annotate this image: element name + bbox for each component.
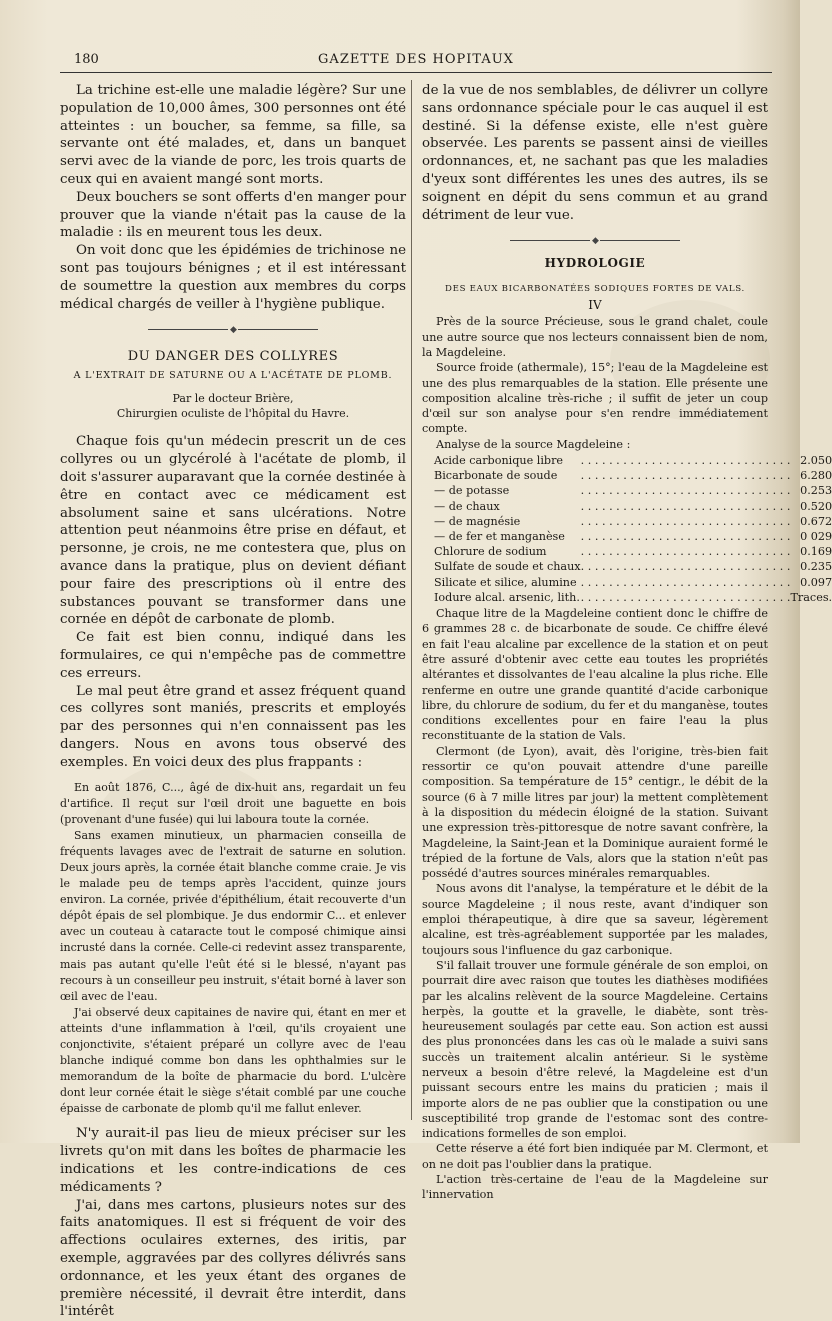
right-column: [422, 82, 832, 1203]
analysis-label: Bicarbonate de soude: [434, 469, 558, 483]
analysis-value: 0.097: [800, 575, 832, 589]
article-subtitle: A L'EXTRAIT DE SATURNE OU A L'ACÉTATE DE PLOMB.: [73, 370, 393, 382]
paragraph: N'y aurait-il pas lieu de mieux préciser sur les livrets qu'on mit dans les boîtes de pharmacie les indications et les contre-indications de ces médicaments ?: [60, 1126, 406, 1195]
analysis-value: 0 029: [800, 530, 832, 544]
dot-leader: [581, 559, 791, 574]
dot-leader: [581, 468, 791, 483]
case-report: J'ai observé deux capitaines de navire qui, étant en mer et atteints d'une inflammation à l'œil, qu'ils croyaient une conjonctivite, s'étaient préparé un collyre avec de l'eau blanche indiqué comme bon dans les ophthalmies sur le memorandum de la boîte de pharmacie du bord. L'ulcère dont leur cornée était le siège s'était comblé par une couche épaisse de carbonate de plomb qu'il me fallut enlever.: [60, 1005, 406, 1116]
analysis-row: [434, 529, 832, 544]
analysis-row: [434, 453, 832, 468]
paragraph: Chaque litre de la Magdeleine contient donc le chiffre de 6 grammes 28 c. de bicarbonate de soude. Ce chiffre élevé en fait l'eau alcaline par excellence de la station et on peut être assuré d'obtenir avec cette eau toutes les propriétés altérantes et dissolvantes de l'eau alcaline la plus riche. Elle renferme en outre une grande quantité d'acide carbonique libre, du chlorure de sodium, du fer et du manganèse, toutes conditions excellentes pour en faire l'eau la plus reconstituante de la station de Vals.: [422, 607, 768, 743]
analysis-value: 6.280: [800, 469, 832, 483]
section-separator: ◆: [60, 325, 406, 335]
paragraph: de la vue de nos semblables, de délivrer un collyre sans ordonnance spéciale pour le cas auquel il est destiné. Si la défense existe, elle n'est guère observée. Les parents se passent ainsi de vieilles ordonnances, et, ne sachant pas que les maladies d'yeux sont différentes les unes des autres, ils se soignent en dépit du sens commun et au grand détriment de leur vue.: [422, 83, 768, 223]
header-rule: [60, 72, 772, 73]
dot-leader: [581, 483, 791, 498]
analysis-label: Sulfate de soude et chaux: [434, 560, 581, 574]
dot-leader: [581, 453, 791, 468]
article-title: DU DANGER DES COLLYRES: [127, 349, 339, 365]
paragraph: Cette réserve a été fort bien indiquée par M. Clermont, et on ne doit pas l'oublier dans la pratique.: [422, 1142, 768, 1171]
paragraph: Nous avons dit l'analyse, la température et le débit de la source Magdeleine ; il nous reste, avant d'indiquer son emploi thérapeutique, à dire que sa saveur, légèrement alcaline, est très-agréablement supportée par les malades, toujours sous l'influence du gaz carbonique.: [422, 882, 768, 957]
analysis-value: 2.050: [800, 454, 832, 468]
case-report: En août 1876, C..., âgé de dix-huit ans, regardait un feu d'artifice. Il reçut sur l'œil droit une baguette en bois (provenant d'une fusée) qui lui laboura toute la cornée.: [60, 780, 406, 826]
analysis-value: Traces.: [790, 590, 832, 604]
analysis-label: Acide carbonique libre: [434, 454, 564, 468]
left-column: [60, 82, 406, 1321]
analysis-title: Analyse de la source Magdeleine :: [436, 437, 631, 451]
analysis-label: — de potasse: [434, 484, 510, 498]
paragraph: Le mal peut être grand et assez fréquent quand ces collyres sont maniés, prescrits et employés par des personnes qui n'en connaissent pas les dangers. Nous en avons tous observé des exemples. En voici deux des plus frappants :: [60, 683, 406, 770]
paragraph: J'ai, dans mes cartons, plusieurs notes sur des faits anatomiques. Il est si fréquent de voir des affections oculaires externes, des iritis, par exemple, aggravées par des collyres délivrés sans ordonnance, et les yeux étant des organes de première nécessité, il devrait être interdit, dans l'intérêt: [60, 1197, 406, 1320]
analysis-label: — de chaux: [434, 499, 500, 513]
analysis-row: [434, 590, 832, 605]
paragraph: Clermont (de Lyon), avait, dès l'origine, très-bien fait ressortir ce qu'on pouvait attendre d'une pareille composition. Sa température de 15° centigr., le débit de la source (6 à 7 mille litres par jour) la mettent complètement à la disposition du médecin éloigné de la station. Suivant une expression très-pittoresque de notre savant confrère, la Magdeleine, la Saint-Jean et la Dominique auraient formé le trépied de la fortune de Vals, alors que la station n'eût pas possédé d'autres sources minérales remarquables.: [422, 744, 768, 881]
article-byline: [60, 391, 406, 421]
analysis-value: 0.169: [800, 545, 832, 559]
analysis-row: [434, 468, 832, 483]
running-title: GAZETTE DES HOPITAUX: [318, 52, 514, 67]
section-title: HYDROLOGIE: [544, 256, 646, 271]
analysis-value: 0.235: [800, 560, 832, 574]
dot-leader: [581, 544, 791, 559]
author-affiliation: Chirurgien oculiste de l'hôpital du Havre.: [116, 407, 350, 421]
analysis-label: Chlorure de sodium: [434, 545, 547, 559]
dot-leader: [581, 575, 791, 590]
analysis-row: [434, 499, 832, 514]
analysis-row: [434, 544, 832, 559]
dot-leader: [581, 529, 791, 544]
paragraph: L'action très-certaine de l'eau de la Magdeleine sur l'innervation: [422, 1173, 768, 1202]
paragraph: La trichine est-elle une maladie légère? Sur une population de 10,000 âmes, 300 personnes ont été atteintes : un boucher, sa femme, sa fille, sa servante ont été malades, et, dans un banquet servi avec de la viande de porc, les trois quarts de ceux qui en avaient mangé sont morts.: [60, 83, 406, 187]
analysis-row: [434, 483, 832, 498]
analysis-value: 0.253: [800, 484, 832, 498]
paragraph: Chaque fois qu'un médecin prescrit un de ces collyres ou un glycérolé à l'acétate de plomb, il doit s'assurer auparavant que la cornée destinée à être en contact avec ce médicament est absolument saine et sans ulcérations. Notre attention peut néanmoins être prise en défaut, et personne, je crois, ne me contestera que, plus on avance dans la pratique, plus on devient défiant pour faire des prescriptions où il entre des substances pouvant se transformer dans une cornée en dépôt de carbonate de plomb.: [60, 434, 406, 628]
dot-leader: [581, 514, 791, 529]
paragraph: On voit donc que les épidémies de trichinose ne sont pas toujours bénignes ; et il est intéressant de soumettre la question aux membres du corps médical chargés de veiller à l'hygiène publique.: [60, 243, 406, 312]
page-header: [60, 50, 772, 72]
section-separator: ◆: [422, 236, 768, 246]
analysis-value: 0.520: [800, 499, 832, 513]
dot-leader: [581, 590, 791, 605]
section-subtitle: DES EAUX BICARBONATÉES SODIQUES FORTES DE VALS.: [445, 284, 745, 295]
analysis-value: 0.672: [800, 514, 832, 528]
analysis-table: [434, 453, 832, 605]
analysis-label: Silicate et silice, alumine: [434, 575, 577, 589]
paragraph: Près de la source Précieuse, sous le grand chalet, coule une autre source que nos lecteurs connaissent bien de nom, la Magdeleine.: [422, 315, 768, 359]
analysis-label: Iodure alcal. arsenic, lith.: [434, 590, 580, 604]
part-number: IV: [588, 298, 602, 313]
column-divider: [411, 80, 412, 1120]
paragraph: Deux bouchers se sont offerts d'en manger pour prouver que la viande n'était pas la cause de la maladie : ils en meurent tous les deux.: [60, 189, 406, 241]
page-number: 180: [74, 52, 99, 67]
author: Par le docteur Brière,: [172, 392, 294, 406]
analysis-row: [434, 575, 832, 590]
analysis-row: [434, 514, 832, 529]
analysis-row: [434, 559, 832, 574]
dot-leader: [581, 499, 791, 514]
analysis-label: — de magnésie: [434, 514, 521, 528]
analysis-label: — de fer et manganèse: [434, 530, 565, 544]
paragraph: S'il fallait trouver une formule générale de son emploi, on pourrait dire avec raison que toutes les diathèses modifiées par les alcalins relèvent de la source Magdeleine. Certains herpès, la goutte et la gravelle, le diabète, sont très-heureusement soulagés par cette eau. Son action est aussi des plus prononcées dans les cas où le malade a suivi sans succès un traitement alcalin antérieur. Si le système nerveux a besoin d'être relevé, la Magdeleine est d'un puissant secours entre les mains du praticien ; mais il importe alors de ne pas oublier que la constipation ou une susceptibilité trop grande de l'estomac sont des contre-indications formelles de son emploi.: [422, 958, 768, 1141]
case-report: Sans examen minutieux, un pharmacien conseilla de fréquents lavages avec de l'extrait de saturne en solution. Deux jours après, la cornée était blanche comme craie. Je vis le malade peu de temps après l'accident, quinze jours environ. La cornée, privée d'épithélium, était recouverte d'un dépôt épais de sel plombique. Je dus endormir C... et enlever avec un couteau à cataracte tout le composé chimique ainsi incrusté dans la cornée. Celle-ci redevint assez transparente, mais pas autant qu'elle l'eût été si le blessé, n'ayant pas recours à un conseilleur peu instruit, s'était borné à laver son œil avec de l'eau.: [60, 828, 406, 1003]
paragraph: Source froide (athermale), 15°; l'eau de la Magdeleine est une des plus remarquables de la station. Elle présente une composition alcaline très-riche ; il suffit de jeter un coup d'œil sur son analyse pour s'en rendre immédiatement compte.: [422, 361, 768, 436]
paragraph: Ce fait est bien connu, indiqué dans les formulaires, ce qui n'empêche pas de commettre ces erreurs.: [60, 630, 406, 681]
